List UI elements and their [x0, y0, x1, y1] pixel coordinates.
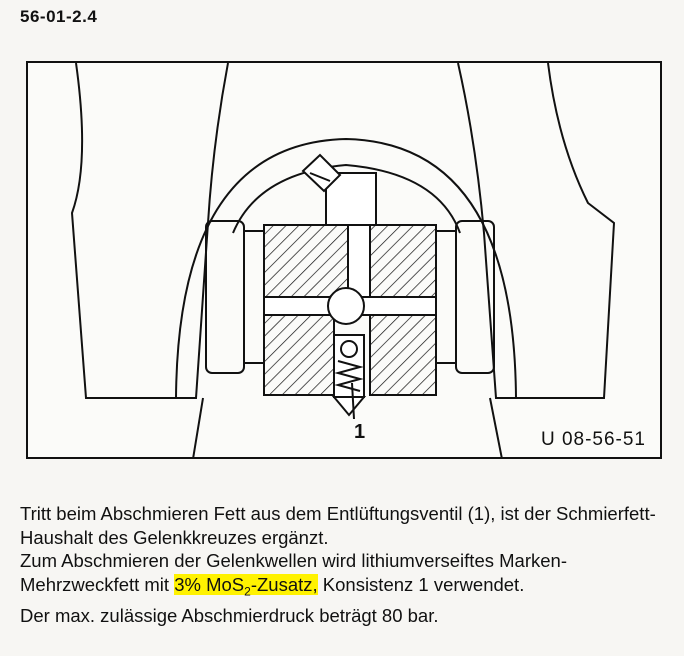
technical-illustration — [26, 61, 662, 459]
yoke-right-arm — [458, 63, 614, 398]
cross-lower-right — [370, 315, 436, 395]
body-text — [20, 502, 670, 627]
bearing-cap-left — [206, 221, 244, 373]
yoke-left-arm — [72, 63, 228, 398]
cross-upper-right — [370, 225, 436, 297]
highlighted-additive: 3% MoS$_2$-Zusatz, — [174, 573, 318, 599]
paragraph-grease-spec: Zum Abschmieren der Gelenkwellen wird lithiumverseiftes Marken-Mehrzweckfett mit 3% MoS$_2$-Zusatz, Konsistenz 1 verwendet. — [20, 550, 567, 599]
paragraph-venting: Tritt beim Abschmieren Fett aus dem Entlüftungsventil (1), ist der Schmierfett-Haushalt des Gelenkkreuzes ergänzt. — [20, 503, 656, 548]
figure-code: U 08-56-51 — [540, 429, 646, 450]
cross-upper-left — [264, 225, 348, 297]
cross-lower-left — [264, 315, 334, 395]
universal-joint-drawing — [28, 63, 662, 459]
page-number: 56-01-2.4 — [20, 7, 98, 26]
paragraph-pressure: Der max. zulässige Abschmierdruck beträgt 80 bar. — [20, 604, 439, 626]
center-ball — [328, 288, 364, 324]
callout-label: 1 — [354, 421, 366, 443]
